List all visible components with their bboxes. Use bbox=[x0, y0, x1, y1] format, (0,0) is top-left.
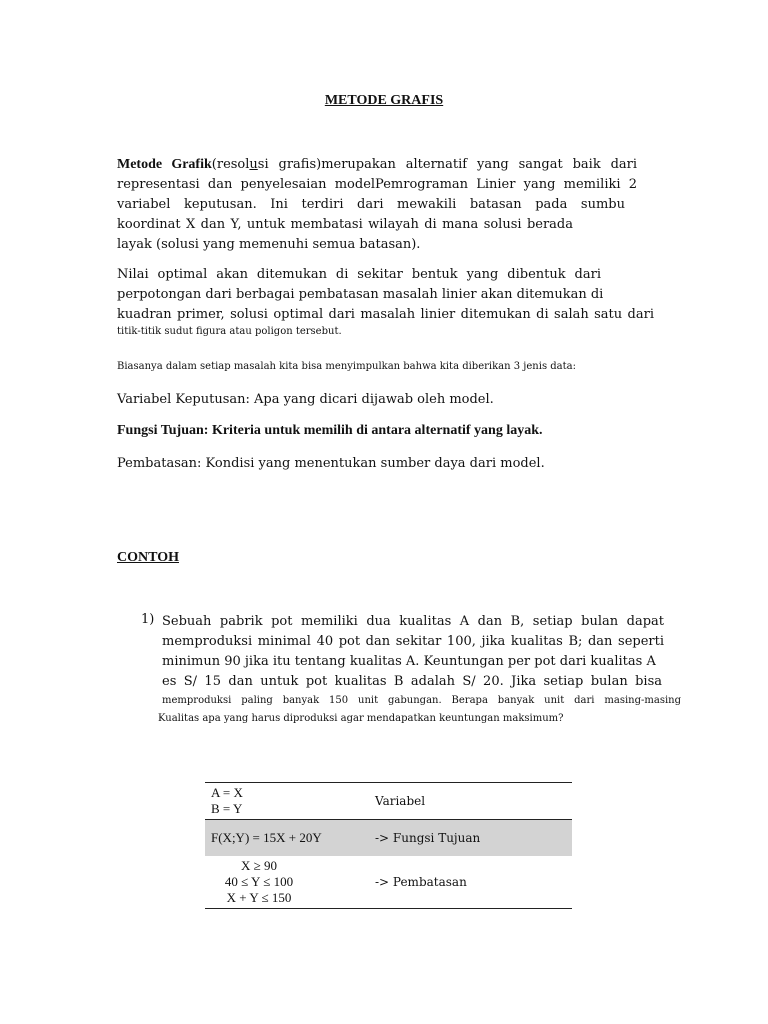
intro-line-2: representasi dan penyelesaian modelPemrograman Linier yang memiliki 2 bbox=[117, 177, 637, 192]
table-cell-variables-label: Variabel bbox=[369, 783, 572, 820]
example-heading: CONTOH bbox=[117, 550, 179, 565]
example-line-4: es S/ 15 dan untuk pot kualitas B adalah S/ 20. Jika setiap bulan bisa bbox=[162, 674, 662, 689]
table-cell-constraints bbox=[205, 856, 369, 909]
decision-variable-text: Variabel Keputusan: Apa yang dicari dijawab oleh model. bbox=[117, 392, 494, 407]
optimal-line-1: Nilai optimal akan ditemukan di sekitar bentuk yang dibentuk dari bbox=[117, 267, 601, 282]
constraints-stack bbox=[211, 858, 307, 906]
example-line-1: Sebuah pabrik pot memiliki dua kualitas A dan B, setiap bulan dapat bbox=[162, 614, 664, 629]
variable-b: B = Y bbox=[211, 801, 243, 816]
model-table bbox=[205, 782, 572, 909]
table-cell-variables bbox=[205, 783, 369, 820]
optimal-line-3: kuadran primer, solusi optimal dari masalah linier ditemukan di salah satu dari bbox=[117, 307, 654, 322]
intro-line-1-pre: (resol bbox=[211, 157, 250, 172]
table-cell-objective: F(X;Y) = 15X + 20Y bbox=[205, 820, 369, 857]
intro-line-1-post: si grafis)merupakan alternatif yang sangat baik dari bbox=[257, 157, 638, 172]
table-row bbox=[205, 783, 572, 820]
objective-function-text: Fungsi Tujuan: Kriteria untuk memilih di antara alternatif yang layak. bbox=[117, 423, 543, 438]
intro-line-1-underlined: u bbox=[249, 157, 258, 172]
example-line-3: minimun 90 jika itu tentang kualitas A. Keuntungan per pot dari kualitas A bbox=[162, 654, 656, 669]
table-row bbox=[205, 820, 572, 857]
page-title: METODE GRAFIS bbox=[324, 93, 444, 108]
constraint-2: 40 ≤ Y ≤ 100 bbox=[224, 874, 294, 889]
example-line-6: Kualitas apa yang harus diproduksi agar mendapatkan keuntungan maksimum? bbox=[158, 713, 564, 724]
variable-a: A = X bbox=[211, 785, 243, 800]
variables-stack bbox=[211, 785, 363, 817]
optimal-line-2: perpotongan dari berbagai pembatasan masalah linier akan ditemukan di bbox=[117, 287, 604, 302]
example-body bbox=[158, 612, 682, 728]
example-number: 1) bbox=[141, 612, 155, 627]
constraint-1: X ≥ 90 bbox=[240, 858, 278, 873]
intro-line-1 bbox=[117, 155, 637, 175]
constraint-3: X + Y ≤ 150 bbox=[226, 890, 292, 905]
optimal-line-4: titik-titik sudut figura atau poligon tersebut. bbox=[117, 326, 342, 337]
intro-line-3: variabel keputusan. Ini terdiri dari mewakili batasan pada sumbu bbox=[117, 197, 625, 212]
table-row bbox=[205, 856, 572, 909]
constraints-text: Pembatasan: Kondisi yang menentukan sumber daya dari model. bbox=[117, 456, 545, 471]
usually-text: Biasanya dalam setiap masalah kita bisa menyimpulkan bahwa kita diberikan 3 jenis data: bbox=[117, 361, 576, 372]
example-line-2: memproduksi minimal 40 pot dan sekitar 100, jika kualitas B; dan seperti bbox=[162, 634, 664, 649]
table-cell-constraints-label: -> Pembatasan bbox=[369, 856, 572, 909]
optimal-paragraph bbox=[117, 265, 654, 339]
table-cell-objective-label: -> Fungsi Tujuan bbox=[369, 820, 572, 857]
intro-line-4: koordinat X dan Y, untuk membatasi wilayah di mana solusi berada bbox=[117, 217, 573, 232]
intro-lead: Metode Grafik bbox=[117, 157, 212, 172]
example-line-5: memproduksi paling banyak 150 unit gabungan. Berapa banyak unit dari masing-masing bbox=[162, 695, 681, 706]
intro-paragraph bbox=[117, 155, 637, 255]
intro-line-5: layak (solusi yang memenuhi semua batasan). bbox=[117, 237, 421, 252]
